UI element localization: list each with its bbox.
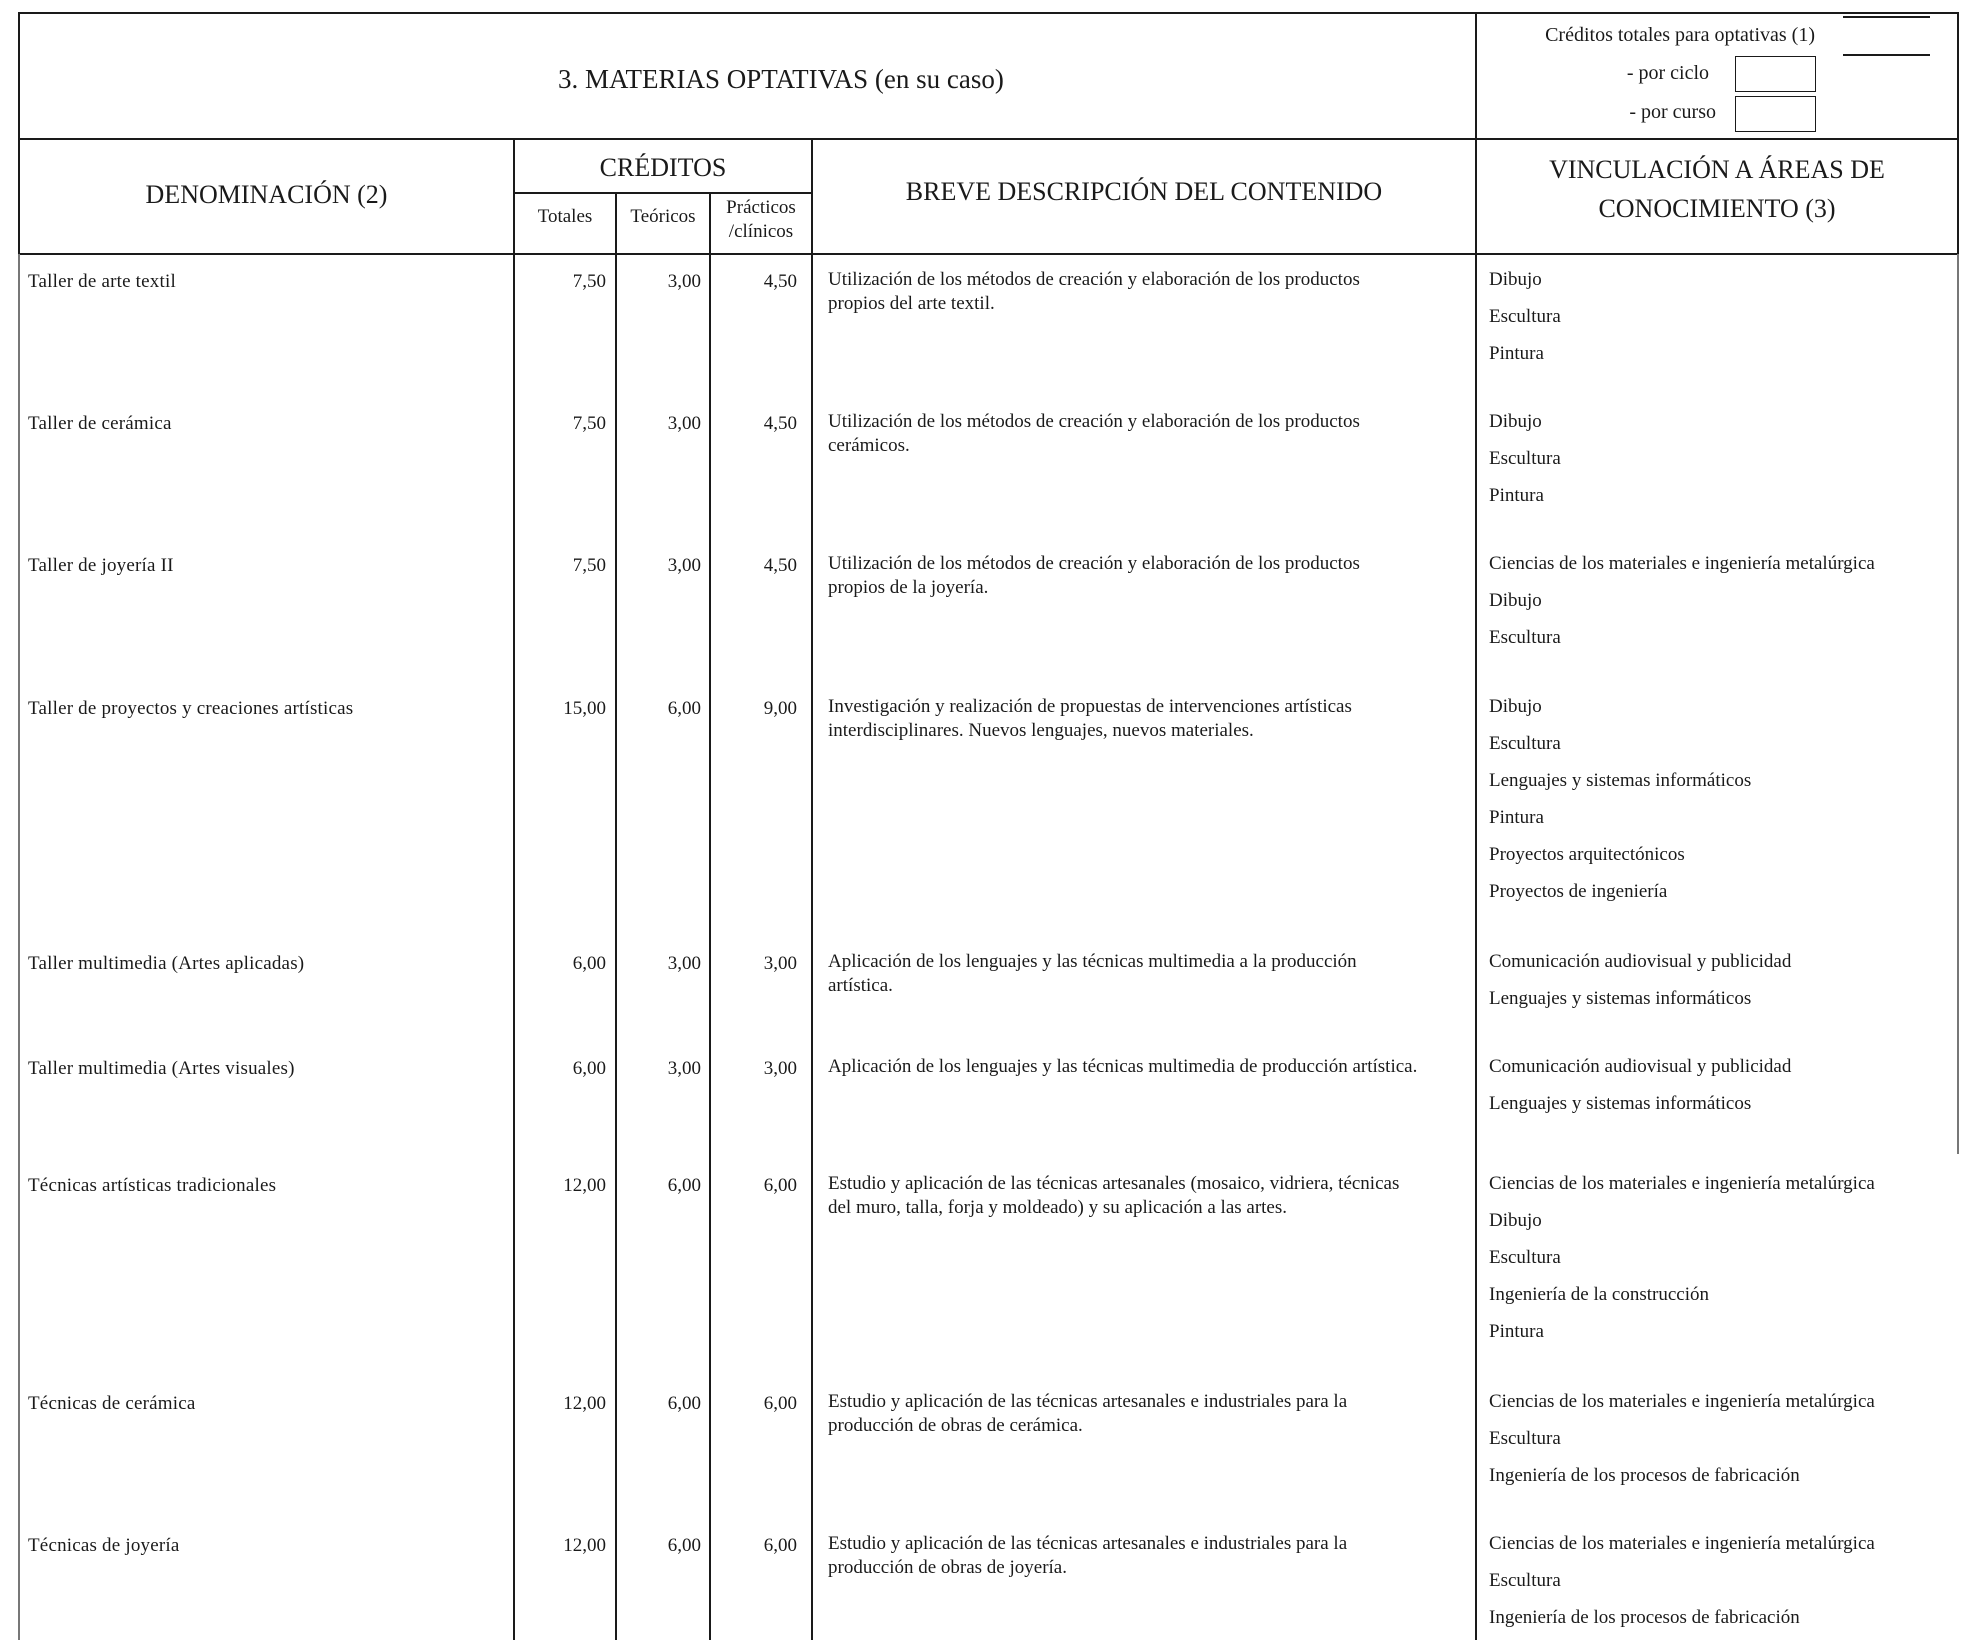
- area-item: Proyectos arquitectónicos: [1489, 844, 1685, 865]
- totales-cell: 7,50: [572, 413, 606, 434]
- teoricos-cell: 6,00: [667, 698, 701, 719]
- area-item: Pintura: [1489, 343, 1544, 364]
- frame-right-line: [1957, 12, 1959, 254]
- header-denominacion: DENOMINACIÓN (2): [145, 180, 388, 209]
- area-item: Ingeniería de los procesos de fabricación: [1489, 1607, 1800, 1628]
- area-item: Ciencias de los materiales e ingeniería metalúrgica: [1489, 1533, 1875, 1554]
- area-item: Escultura: [1489, 627, 1561, 648]
- frame-right-lower: [1957, 254, 1959, 1154]
- header-descripcion: BREVE DESCRIPCIÓN DEL CONTENIDO: [905, 177, 1383, 206]
- col-line-denominacion: [513, 138, 515, 1640]
- header-vinculacion-line2: CONOCIMIENTO (3): [1598, 194, 1836, 223]
- practicos-cell: 3,00: [763, 953, 797, 974]
- denominacion-cell: Taller de joyería II: [28, 555, 174, 576]
- column-header-bottom-line: [18, 253, 1958, 255]
- area-item: Ciencias de los materiales e ingeniería metalúrgica: [1489, 553, 1875, 574]
- teoricos-cell: 3,00: [667, 1058, 701, 1079]
- totales-cell: 7,50: [572, 555, 606, 576]
- teoricos-cell: 3,00: [667, 271, 701, 292]
- areas-list: [1489, 268, 1561, 379]
- totales-cell: 12,00: [563, 1175, 606, 1196]
- optativas-total-blank: [1843, 54, 1930, 56]
- area-item: Escultura: [1489, 306, 1561, 327]
- optativas-curso-box[interactable]: [1735, 96, 1816, 132]
- area-item: Comunicación audiovisual y publicidad: [1489, 951, 1792, 972]
- area-item: Dibujo: [1489, 590, 1542, 611]
- areas-list: [1489, 1172, 1875, 1357]
- practicos-cell: 9,00: [763, 698, 797, 719]
- descripcion-cell: Estudio y aplicación de las técnicas artesanales e industriales para la producción de obras de joyería.: [828, 1533, 1348, 1578]
- header-practicos: [711, 196, 811, 244]
- practicos-cell: 6,00: [763, 1535, 797, 1556]
- totales-cell: 15,00: [563, 698, 606, 719]
- area-item: Comunicación audiovisual y publicidad: [1489, 1056, 1792, 1077]
- frame-left-lower: [18, 254, 20, 1640]
- descripcion-cell: Utilización de los métodos de creación y elaboración de los productos propios de la joyería.: [828, 553, 1360, 598]
- area-item: Escultura: [1489, 1570, 1561, 1591]
- area-item: Dibujo: [1489, 269, 1542, 290]
- practicos-cell: 4,50: [763, 555, 797, 576]
- areas-list: [1489, 1055, 1791, 1129]
- area-item: Ingeniería de los procesos de fabricación: [1489, 1465, 1800, 1486]
- header-totales: Totales: [537, 206, 593, 227]
- area-item: Dibujo: [1489, 696, 1542, 717]
- practicos-cell: 4,50: [763, 271, 797, 292]
- areas-list: [1489, 1532, 1875, 1643]
- descripcion-cell: Estudio y aplicación de las técnicas artesanales e industriales para la producción de obras de cerámica.: [828, 1391, 1348, 1436]
- col-line-teoricos: [709, 192, 711, 1640]
- area-item: Pintura: [1489, 485, 1544, 506]
- totales-cell: 12,00: [563, 1535, 606, 1556]
- area-item: Ciencias de los materiales e ingeniería metalúrgica: [1489, 1391, 1875, 1412]
- denominacion-cell: Técnicas de joyería: [28, 1535, 180, 1556]
- teoricos-cell: 6,00: [667, 1393, 701, 1414]
- denominacion-cell: Taller de cerámica: [28, 413, 172, 434]
- practicos-cell: 6,00: [763, 1175, 797, 1196]
- descripcion-cell: Estudio y aplicación de las técnicas artesanales (mosaico, vidriera, técnicas del muro, talla, forja y moldeado) y su aplicación a las artes.: [828, 1173, 1400, 1218]
- frame-top-line: [18, 12, 1958, 14]
- header-bottom-line: [18, 138, 1958, 140]
- optativas-total-blank-top: [1843, 16, 1930, 18]
- teoricos-cell: 6,00: [667, 1535, 701, 1556]
- practicos-cell: 3,00: [763, 1058, 797, 1079]
- area-item: Escultura: [1489, 448, 1561, 469]
- header-teoricos: Teóricos: [630, 206, 696, 227]
- descripcion-cell: Aplicación de los lenguajes y las técnicas multimedia a la producción artística.: [828, 951, 1357, 996]
- area-item: Ciencias de los materiales e ingeniería metalúrgica: [1489, 1173, 1875, 1194]
- totales-cell: 6,00: [572, 1058, 606, 1079]
- optativas-ciclo-label: - por ciclo: [1626, 62, 1709, 84]
- denominacion-cell: Taller multimedia (Artes visuales): [28, 1058, 295, 1079]
- teoricos-cell: 6,00: [667, 1175, 701, 1196]
- denominacion-cell: Taller multimedia (Artes aplicadas): [28, 953, 305, 974]
- area-item: Escultura: [1489, 733, 1561, 754]
- area-item: Lenguajes y sistemas informáticos: [1489, 1093, 1752, 1114]
- area-item: Pintura: [1489, 1321, 1544, 1342]
- area-item: Pintura: [1489, 807, 1544, 828]
- frame-left-line: [18, 12, 20, 254]
- area-item: Proyectos de ingeniería: [1489, 881, 1668, 902]
- area-item: Dibujo: [1489, 1210, 1542, 1231]
- area-item: Escultura: [1489, 1247, 1561, 1268]
- area-item: Lenguajes y sistemas informáticos: [1489, 988, 1752, 1009]
- denominacion-cell: Taller de proyectos y creaciones artísticas: [28, 698, 354, 719]
- denominacion-cell: Técnicas artísticas tradicionales: [28, 1175, 277, 1196]
- section-title: 3. MATERIAS OPTATIVAS (en su caso): [558, 64, 1004, 94]
- col-line-practicos: [811, 138, 813, 1640]
- area-item: Escultura: [1489, 1428, 1561, 1449]
- totales-cell: 7,50: [572, 271, 606, 292]
- areas-list: [1489, 950, 1791, 1024]
- header-creditos: CRÉDITOS: [599, 153, 727, 182]
- optativas-total-label: Créditos totales para optativas (1): [1545, 24, 1815, 46]
- practicos-cell: 6,00: [763, 1393, 797, 1414]
- totales-cell: 12,00: [563, 1393, 606, 1414]
- header-practicos-line1: Prácticos: [726, 197, 796, 218]
- denominacion-cell: Técnicas de cerámica: [28, 1393, 196, 1414]
- denominacion-cell: Taller de arte textil: [28, 271, 176, 292]
- areas-list: [1489, 410, 1561, 521]
- area-item: Dibujo: [1489, 411, 1542, 432]
- descripcion-cell: Utilización de los métodos de creación y elaboración de los productos propios del arte textil.: [828, 269, 1360, 314]
- areas-list: [1489, 695, 1751, 917]
- totales-cell: 6,00: [572, 953, 606, 974]
- teoricos-cell: 3,00: [667, 953, 701, 974]
- area-item: Ingeniería de la construcción: [1489, 1284, 1709, 1305]
- header-vinculacion: [1477, 150, 1957, 228]
- teoricos-cell: 3,00: [667, 555, 701, 576]
- header-vinculacion-line1: VINCULACIÓN A ÁREAS DE: [1549, 155, 1885, 184]
- descripcion-cell: Utilización de los métodos de creación y elaboración de los productos cerámicos.: [828, 411, 1360, 456]
- areas-list: [1489, 552, 1875, 663]
- optativas-curso-label: - por curso: [1629, 101, 1716, 123]
- col-line-totales: [615, 192, 617, 1640]
- optativas-ciclo-box[interactable]: [1735, 56, 1816, 92]
- teoricos-cell: 3,00: [667, 413, 701, 434]
- creditos-subheader-line: [513, 192, 812, 194]
- area-item: Lenguajes y sistemas informáticos: [1489, 770, 1752, 791]
- descripcion-cell: Investigación y realización de propuestas de intervenciones artísticas interdisciplinares. Nuevos lenguajes, nuevos materiales.: [828, 696, 1352, 741]
- col-line-vinculacion: [1475, 254, 1477, 1640]
- areas-list: [1489, 1390, 1875, 1501]
- header-practicos-line2: /clínicos: [728, 221, 794, 242]
- descripcion-cell: Aplicación de los lenguajes y las técnicas multimedia de producción artística.: [828, 1056, 1418, 1077]
- practicos-cell: 4,50: [763, 413, 797, 434]
